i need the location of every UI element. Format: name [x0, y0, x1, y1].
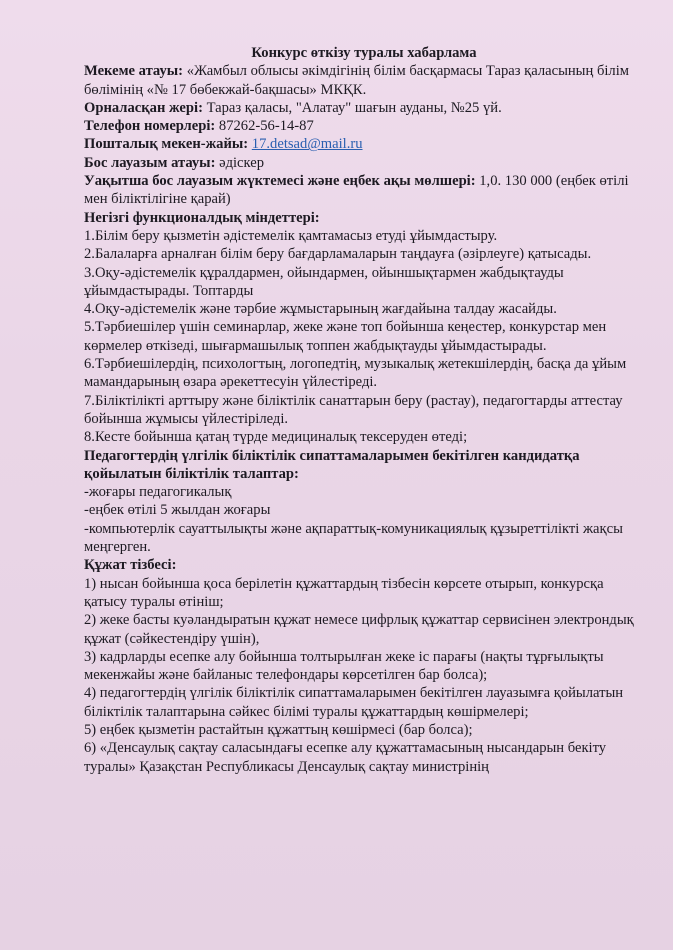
institution-line — [84, 62, 644, 99]
position-value: әдіскер — [219, 154, 265, 171]
location-value: Тараз қаласы, "Алатау" шағын ауданы, №25 үй. — [206, 99, 502, 116]
announcement-body — [84, 44, 644, 776]
requirement-item: -жоғары педагогикалық — [84, 484, 232, 501]
workload-label: Уақытша бос лауазым жүктемесі және еңбек ақы мөлшері: — [84, 173, 476, 190]
email-link[interactable]: 17.detsad@mail.ru — [251, 136, 363, 153]
duty-item: 6.Тәрбиешілердің, психологтың, логопедтің, музыкалық жетекшілердің, басқа да ұйым мамандарының өзара әрекеттесуін үйлестіреді. — [84, 356, 627, 391]
workload-line — [84, 172, 644, 209]
email-label: Пошталық мекен-жайы: — [84, 136, 249, 153]
document-item: 4) педагогтердің үлгілік біліктілік сипаттамаларымен бекітілген лауазымға қойылатын біліктілік талаптарына сәйкес білімі туралы құжаттардың көшірмелері; — [84, 685, 624, 720]
requirement-item: -компьютерлік сауаттылықты және ақпараттық-комуникациялық құзыреттілікті жақсы — [84, 520, 623, 537]
requirements-subheading: қойылатын біліктілік талаптар: — [84, 465, 299, 482]
phone-value: 87262-56-14-87 — [218, 118, 314, 135]
location-line — [84, 99, 644, 117]
position-line — [84, 154, 644, 172]
duty-item: 8.Кесте бойынша қатаң түрде медициналық тексеруден өтеді; — [84, 429, 468, 446]
duty-item: 7.Біліктілікті арттыру және біліктілік санаттарын беру (растау), педагогтарды аттестау бойынша жұмысы үйлестіріледі. — [84, 392, 623, 427]
requirements-heading: Педагогтердің үлгілік біліктілік сипаттамаларымен бекітілген кандидатқа — [84, 447, 580, 464]
duty-item: 4.Оқу-әдістемелік және тәрбие жұмыстарының жағдайына талдау жасайды. — [84, 301, 557, 318]
document-item: 6) «Денсаулық сақтау саласындағы есепке алу құжаттамасының нысандарын бекіту туралы» Қазақстан Республикасы Денсаулық сақтау министрінің — [84, 740, 607, 775]
phone-label: Телефон номерлері: — [84, 118, 216, 135]
document-item: 3) кадрларды есепке алу бойынша толтырылған жеке іс парағы (нақты тұрғылықты мекенжайы және байланыс телефондары көрсетілген бар болса); — [84, 648, 604, 684]
institution-label: Мекеме атауы: — [84, 63, 184, 80]
institution-value: «Жамбыл облысы әкімдігінің білім басқармасы Тараз қаласының білім бөлімінің «№ 17 бөбекжай-бақшасы» МКҚК. — [84, 63, 629, 98]
location-label: Орналасқан жері: — [84, 99, 203, 116]
documents-heading: Құжат тізбесі: — [84, 557, 177, 574]
duties-heading: Негізгі функционалдық міндеттері: — [84, 209, 320, 226]
requirement-item: меңгерген. — [84, 539, 151, 556]
document-item: 2) жеке басты куәландыратын құжат немесе цифрлық құжаттар сервисінен электрондық құжат (сәйкестендіру үшін), — [84, 612, 634, 647]
duty-item: 2.Балаларға арналған білім беру бағдарламаларын таңдауға (әзірлеуге) қатысады. — [84, 246, 592, 263]
duty-item: 5.Тәрбиешілер үшін семинарлар, жеке және топ бойынша кеңестер, конкурстар мен көрмелер өткізеді, шығармашылық топпен жабдықтауды ұйымдастырады. — [84, 319, 607, 354]
duty-item: 1.Білім беру қызметін әдістемелік қамтамасыз етуді ұйымдастыру. — [84, 227, 498, 244]
workload-value: 1,0. 130 000 (еңбек өтілі мен біліктілігіне қарай) — [84, 173, 629, 208]
duty-item: 3.Оқу-әдістемелік құралдармен, ойындармен, ойыншықтармен жабдықтауды ұйымдастырады. Топтарды — [84, 264, 564, 299]
requirement-item: -еңбек өтілі 5 жылдан жоғары — [84, 502, 271, 519]
document-item: 5) еңбек қызметін растайтын құжаттың көшірмесі (бар болса); — [84, 721, 473, 738]
document-item: 1) нысан бойынша қоса берілетін құжаттардың тізбесін көрсете отырып, конкурсқа қатысу туралы өтініш; — [84, 575, 604, 610]
phone-line — [84, 117, 644, 135]
page-title: Конкурс өткізу туралы хабарлама — [251, 45, 477, 61]
email-line — [84, 135, 644, 153]
position-label: Бос лауазым атауы: — [84, 154, 216, 171]
